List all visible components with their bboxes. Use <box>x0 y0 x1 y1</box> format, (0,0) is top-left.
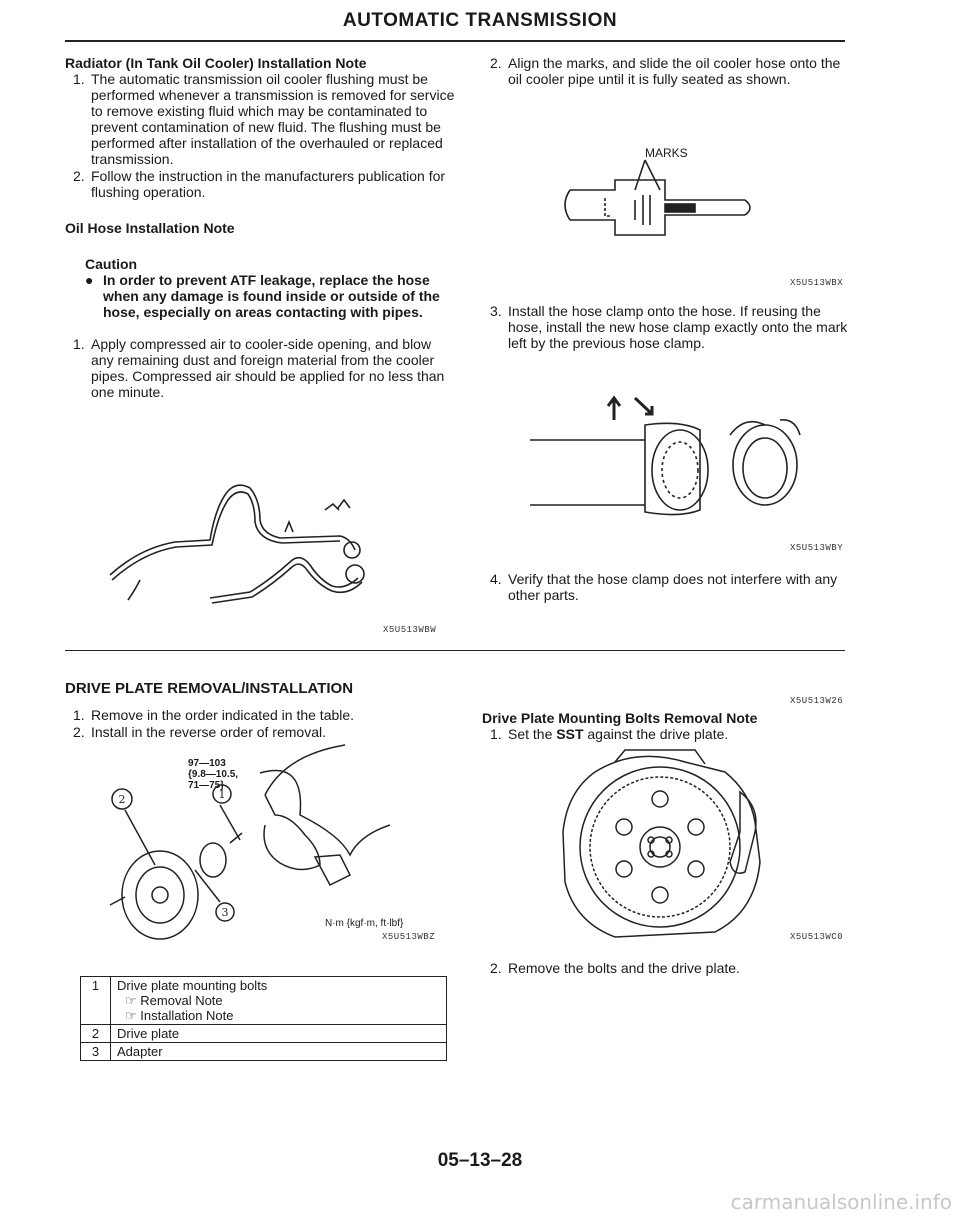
oil-hose-steps-3 <box>482 303 852 351</box>
drive-plate-step-1-text: Remove in the order indicated in the table. <box>91 707 355 723</box>
parts-table <box>80 976 447 1061</box>
radiator-step-1 <box>65 71 455 167</box>
torque-unit-label: N·m {kgf·m, ft·lbf} <box>325 918 404 929</box>
right-step-3 <box>482 303 852 352</box>
sst-label: SST <box>556 726 584 742</box>
oil-hose-step-1-text: Apply compressed air to cooler-side opening, and blow any remaining dust and foreign material from the cooler pipes. Compressed air should be applied for no less than one minute. <box>91 336 445 400</box>
row-number: 1 <box>81 977 111 1025</box>
drive-plate-exploded-illustration <box>100 755 440 935</box>
callout-2-label: 2 <box>118 793 126 806</box>
part-name: Drive plate mounting bolts <box>117 978 268 993</box>
bullet-icon: ● <box>85 272 94 288</box>
hose-clamp-illustration <box>530 380 820 520</box>
step-number: 1. <box>73 707 85 723</box>
sst-drive-plate-illustration <box>555 752 775 942</box>
torque-line-3: 71—75} <box>188 780 225 791</box>
radiator-step-2-text: Follow the instruction in the manufacturers publication for flushing operation. <box>91 168 446 200</box>
bolts-removal-title: Drive Plate Mounting Bolts Removal Note <box>482 710 758 726</box>
bolts-removal-step-2-wrap <box>482 960 852 977</box>
radiator-steps <box>65 71 455 200</box>
page-title: AUTOMATIC TRANSMISSION <box>342 10 618 31</box>
callout-3-label: 3 <box>221 906 229 919</box>
step-number: 1. <box>490 726 502 742</box>
torque-line-1: 97—103 <box>188 758 226 769</box>
figure-code: X5U513WBW <box>383 625 437 635</box>
cooler-pipes-illustration <box>100 470 460 620</box>
section-divider <box>65 650 845 651</box>
note-reference <box>117 993 440 1008</box>
drive-plate-step-2 <box>65 724 465 740</box>
step-number: 2. <box>490 55 502 71</box>
caution-text: In order to prevent ATF leakage, replace the hose when any damage is found inside or outside of the hose, especially on areas contacting with pipes. <box>103 272 440 320</box>
step-text-prefix: Set the <box>508 726 557 742</box>
figure-code: X5U513WC0 <box>790 932 844 942</box>
oil-hose-note-title: Oil Hose Installation Note <box>65 220 235 236</box>
drive-plate-steps <box>65 707 465 741</box>
section-code: X5U513W26 <box>790 696 844 706</box>
bolts-removal-step-1 <box>482 726 852 742</box>
bolts-removal-steps-2 <box>482 960 852 976</box>
step-number: 2. <box>490 960 502 976</box>
right-step-4 <box>482 571 852 604</box>
oil-hose-step-2 <box>482 55 852 87</box>
row-description <box>111 977 447 1025</box>
oil-hose-step-3 <box>482 303 852 351</box>
table-row <box>81 1025 447 1043</box>
figure-code: X5U513WBY <box>790 543 844 553</box>
note-link-text: Removal Note <box>140 993 223 1008</box>
right-column-top <box>482 55 852 88</box>
bolts-removal-step-2-text: Remove the bolts and the drive plate. <box>508 960 740 976</box>
callout-1-label: 1 <box>218 788 226 801</box>
bolts-removal-steps <box>482 726 852 742</box>
step-number: 2. <box>73 168 85 184</box>
oil-hose-steps-4 <box>482 571 852 603</box>
oil-hose-steps-continued <box>482 55 852 87</box>
marks-label: MARKS <box>645 146 688 160</box>
note-reference <box>117 1008 440 1023</box>
note-link-text: Installation Note <box>140 1008 234 1023</box>
step-text-suffix: against the drive plate. <box>583 726 729 742</box>
step-number: 4. <box>490 571 502 587</box>
figure-code: X5U513WBX <box>790 278 844 288</box>
step-number: 1. <box>73 336 85 352</box>
left-column-top <box>65 55 455 401</box>
hose-alignment-illustration <box>555 160 765 240</box>
torque-line-2: {9.8—10.5, <box>188 769 239 780</box>
drive-plate-step-2-text: Install in the reverse order of removal. <box>91 724 326 740</box>
drive-plate-step-1 <box>65 707 465 723</box>
oil-hose-step-1 <box>65 336 455 400</box>
oil-hose-steps <box>65 336 455 400</box>
page-number: 05–13–28 <box>437 1150 523 1171</box>
bolts-removal-note <box>482 710 852 743</box>
row-number: 2 <box>81 1025 111 1043</box>
watermark: carmanualsonline.info <box>730 1190 952 1214</box>
bolts-removal-step-2 <box>482 960 852 976</box>
oil-hose-step-4 <box>482 571 852 603</box>
part-name: Drive plate <box>111 1025 447 1043</box>
radiator-step-1-text: The automatic transmission oil cooler flushing must be performed whenever a transmission is removed for service to remove existing fluid which may be contaminated to prevent contamination of new fluid. The flushing must be performed after installation of the overhauled or replaced transmission. <box>91 71 455 167</box>
caution-bullet <box>65 272 455 320</box>
part-name: Adapter <box>111 1043 447 1061</box>
drive-plate-section-title: DRIVE PLATE REMOVAL/INSTALLATION <box>65 680 354 697</box>
figure-code: X5U513WBZ <box>382 932 436 942</box>
pointing-hand-icon: ☞ <box>125 1008 137 1023</box>
step-number: 3. <box>490 303 502 319</box>
drive-plate-step-list <box>65 707 465 740</box>
caution-title: Caution <box>85 256 138 272</box>
oil-hose-step-4-text: Verify that the hose clamp does not interfere with any other parts. <box>508 571 838 603</box>
radiator-step-2 <box>65 168 455 200</box>
pointing-hand-icon: ☞ <box>125 993 137 1008</box>
step-number: 2. <box>73 724 85 740</box>
table-row <box>81 1043 447 1061</box>
radiator-note-title: Radiator (In Tank Oil Cooler) Installation Note <box>65 55 367 71</box>
oil-hose-step-3-text: Install the hose clamp onto the hose. If reusing the hose, install the new hose clamp exactly onto the mark left by the previous hose clamp. <box>508 303 848 351</box>
step-number: 1. <box>73 71 85 87</box>
oil-hose-step-2-text: Align the marks, and slide the oil cooler hose onto the oil cooler pipe until it is fully seated as shown. <box>508 55 841 87</box>
table-row <box>81 977 447 1025</box>
row-number: 3 <box>81 1043 111 1061</box>
header-rule <box>65 40 845 42</box>
